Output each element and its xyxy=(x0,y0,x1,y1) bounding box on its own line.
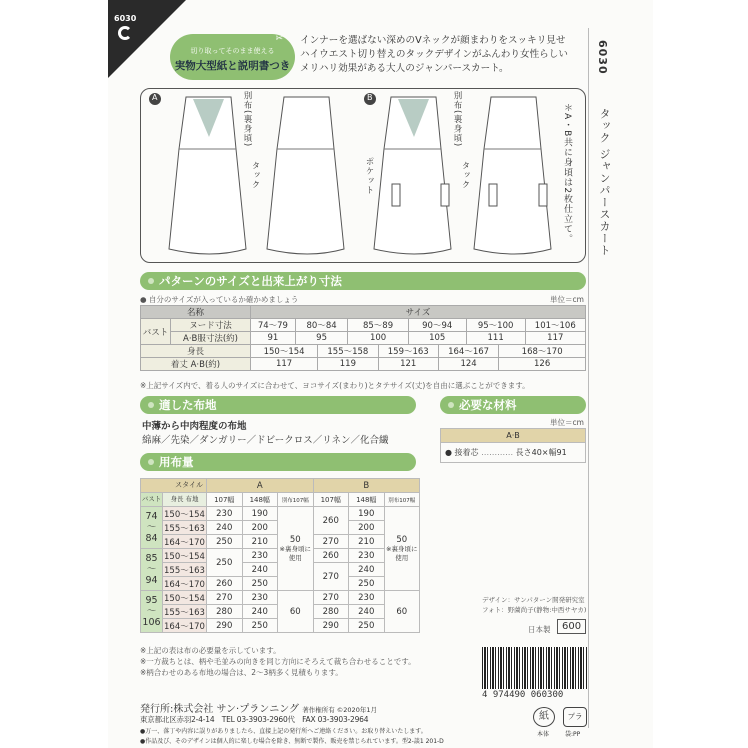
fabric-line2: 綿麻／先染／ダンガリー／ドビークロス／リネン／化合繊 xyxy=(142,435,389,446)
label-pocket: ポケット xyxy=(364,157,374,195)
paper-recycle-icon: 紙 xyxy=(533,707,555,727)
pattern-badge xyxy=(170,34,295,80)
size-table: 名称 サイズ バスト ヌード寸法 74〜79 80〜84 85〜89 90〜94 95〜100 101〜106 A·B服寸法(約) 91 95 100 105 111 117 身長 150〜154 155〜158 159〜163 164〜167 168〜170 着丈 A·B(約) 117 119 121 124 126 xyxy=(140,305,586,371)
pattern-code: 6030 xyxy=(114,14,137,23)
label-bessu-b: 別布(裏身頃) xyxy=(452,91,462,148)
label-bessu-a: 別布(裏身頃) xyxy=(242,91,252,148)
publisher-address: 東京都北区赤羽2-4-14 TEL 03-3903-2960代 FAX 03-3903-2964 xyxy=(140,715,369,724)
price: 600 xyxy=(557,619,586,634)
description-line: インナーを選ばない深めのVネックが顔まわりをスッキリ見せ xyxy=(300,35,566,46)
badge-small-text: 切り取ってそのまま使える xyxy=(190,47,275,55)
publisher-note1: ●万一、落丁や内容に誤りがありましたら、直接上記の発行所へご連絡ください。お取り替えいたします。 xyxy=(140,728,427,735)
fabric-line1: 中薄から中肉程度の布地 xyxy=(142,421,247,432)
description-line: メリハリ効果がある大人のジャンパースカート。 xyxy=(300,63,509,74)
side-divider xyxy=(588,28,589,728)
label-tuck-a: タック xyxy=(250,161,260,190)
yardage-table: スタイル A B バスト 身長 布地 107幅 148幅 別布107幅 107幅 148幅 別布107幅 74 〜 84 150〜154 230 190 50 ※裏身頃に使用 260 190 50 ※裏身頃に使用 155〜163 240 200 200 164〜170 250 210 270 210 85 〜 94 150〜154 250 230 260 230 155〜163 240 270 240 164〜170 260 250 250 95 〜 106 150〜154 270 230 60 270 230 60 155〜163 280 240 280 240 164〜170 290 250 290 250 xyxy=(140,478,420,633)
materials-unit: 単位＝cm xyxy=(550,418,584,427)
credits: デザイン：サンパターン開発研究室 フォト：野薗尚子(静物:中西サヤカ) xyxy=(482,596,587,614)
illustration-note: ＊A・B共に身頃は2枚仕立て。 xyxy=(562,103,572,245)
size-note: ※上記サイズ内で、着る人のサイズに合わせて、ヨコサイズ(まわり)とタテサイズ(丈)を自由に選ぶことができます。 xyxy=(140,381,530,390)
scissors-icon: ✂ xyxy=(275,34,283,44)
plastic-recycle-label: 袋:PP xyxy=(565,731,581,738)
illustration-box xyxy=(140,88,586,263)
publisher-line: 発行所:株式会社 サン·プランニング 著作権所有 ©2020年1月 xyxy=(140,704,377,715)
description-line: ハイウエスト切り替えのタックデザインがふんわり女性らしい xyxy=(300,49,568,60)
barcode xyxy=(482,647,587,689)
style-b-label: B xyxy=(367,93,373,102)
section-size-header: パターンのサイズと出来上がり寸法 xyxy=(140,272,586,290)
label-tuck-b: タック xyxy=(460,161,470,190)
barcode-number: 4 974490 060300 xyxy=(482,690,564,700)
plastic-recycle-icon: プラ xyxy=(563,707,587,727)
section-yardage-header: 用布量 xyxy=(140,453,416,471)
size-unit: 単位＝cm xyxy=(550,295,584,304)
description xyxy=(300,34,588,76)
publisher-note2: ●作品及び、そのデザインは個人的に楽しむ場合を除き、無断で製作、販売を禁じられています。型2-談1 201-D xyxy=(140,738,444,745)
size-hint: ● 自分のサイズが入っているか確かめましょう xyxy=(140,295,299,304)
side-code: 6030 xyxy=(596,40,609,75)
section-fabric-header: 適した布地 xyxy=(140,396,416,414)
logo-circle-icon xyxy=(118,26,132,40)
badge-main-text: 実物大型紙と説明書つき xyxy=(174,60,291,72)
side-title: タック ジャンパースカート xyxy=(598,108,611,257)
section-materials-header: 必要な材料 xyxy=(440,396,586,414)
made-in-japan: 日本製 xyxy=(528,625,551,634)
yardage-notes: ※上記の表は布の必要量を示しています。 ※一方裁ちとは、柄や毛並みの向きを同じ方向にそろえて裁ち合わせることです。 ※柄合わせのある布地の場合は、2〜3柄多く見積もります。 xyxy=(140,646,416,677)
paper-recycle-label: 本体 xyxy=(537,731,550,738)
materials-table: A·B ● 接着芯 ………… 長さ40×幅91 xyxy=(440,428,586,463)
style-a-label: A xyxy=(152,93,158,102)
